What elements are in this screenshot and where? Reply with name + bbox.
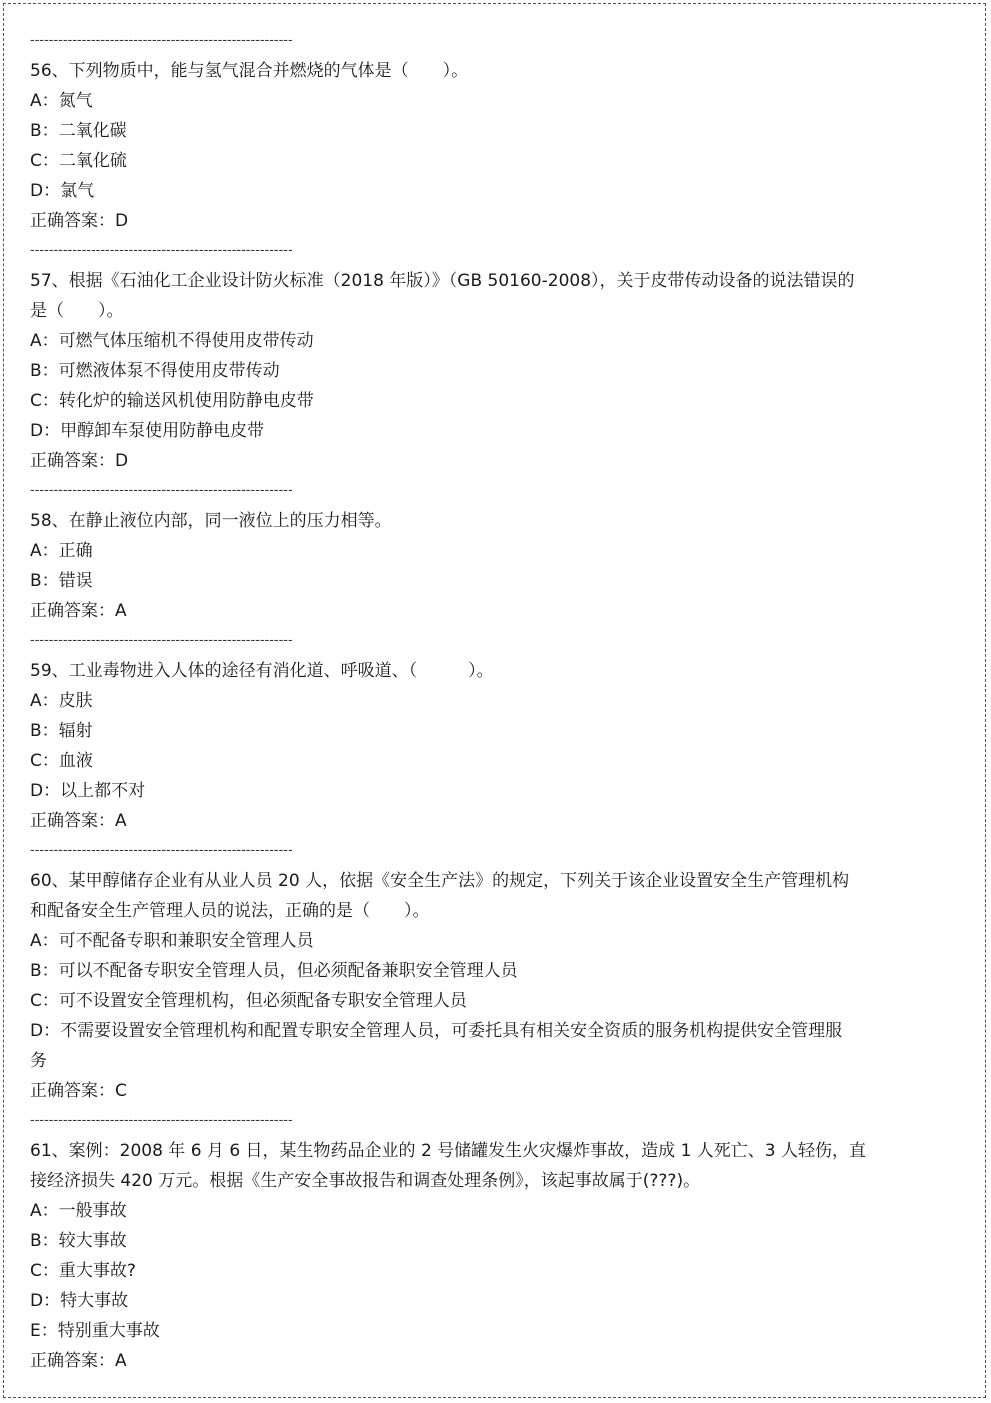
option-e: E：特别重大事故 [30, 1321, 160, 1341]
question-stem [30, 866, 890, 926]
answer-line: 正确答案：D [30, 211, 129, 231]
option-b: B：可燃液体泵不得使用皮带传动 [30, 361, 280, 381]
separator: -------------------------------------------------------- [30, 243, 293, 258]
question-59 [30, 656, 890, 836]
question-stem [30, 266, 890, 326]
separator: -------------------------------------------------------- [30, 843, 293, 858]
question-stem [30, 1136, 890, 1196]
separator: -------------------------------------------------------- [30, 1113, 293, 1128]
option-d: D：以上都不对 [30, 781, 146, 801]
question-56 [30, 56, 890, 236]
answer-line: 正确答案：A [30, 811, 127, 831]
stem-line: 61、案例：2008 年 6 月 6 日，某生物药品企业的 2 号储罐发生火灾爆炸事故，造成 1 人死亡、3 人轻伤，直 [30, 1141, 867, 1161]
option-c: C：可不设置安全管理机构，但必须配备专职安全管理人员 [30, 991, 467, 1011]
option-a: A：可燃气体压缩机不得使用皮带传动 [30, 331, 314, 351]
stem-line: 和配备安全生产管理人员的说法，正确的是（ ）。 [30, 901, 430, 921]
answer-line: 正确答案：A [30, 601, 127, 621]
question-stem [30, 506, 890, 536]
stem-line: 60、某甲醇储存企业有从业人员 20 人，依据《安全生产法》的规定，下列关于该企业设置安全生产管理机构 [30, 871, 850, 891]
option-d: D：氯气 [30, 181, 95, 201]
question-stem [30, 56, 890, 86]
option-c: C：血液 [30, 751, 93, 771]
stem-line: 是（ ）。 [30, 301, 124, 321]
option-b: B：较大事故 [30, 1231, 127, 1251]
stem-line: 接经济损失 420 万元。根据《生产安全事故报告和调查处理条例》，该起事故属于(???)。 [30, 1171, 701, 1191]
option-a: A：正确 [30, 541, 93, 561]
option-c: C：二氧化硫 [30, 151, 127, 171]
stem-line: 59、工业毒物进入人体的途径有消化道、呼吸道、（ ）。 [30, 661, 494, 681]
separator: -------------------------------------------------------- [30, 33, 293, 48]
separator: -------------------------------------------------------- [30, 633, 293, 648]
option-b: B：可以不配备专职安全管理人员，但必须配备兼职安全管理人员 [30, 961, 518, 981]
option-c: C：转化炉的输送风机使用防静电皮带 [30, 391, 314, 411]
option-b: B：辐射 [30, 721, 93, 741]
option-d: D：甲醇卸车泵使用防静电皮带 [30, 421, 265, 441]
option-a: A：皮肤 [30, 691, 93, 711]
stem-line: 58、在静止液位内部，同一液位上的压力相等。 [30, 511, 392, 531]
answer-line: 正确答案：A [30, 1351, 127, 1371]
option-a: A：氮气 [30, 91, 93, 111]
option-d: D：不需要设置安全管理机构和配置专职安全管理人员，可委托具有相关安全资质的服务机构提供安全管理服 [30, 1021, 843, 1041]
option-c: C：重大事故? [30, 1261, 136, 1281]
question-list [30, 26, 890, 1376]
stem-line: 57、根据《石油化工企业设计防火标准（2018 年版）》（GB 50160-2008），关于皮带传动设备的说法错误的 [30, 271, 855, 291]
option-d: D：特大事故 [30, 1291, 129, 1311]
stem-line: 56、下列物质中，能与氢气混合并燃烧的气体是（ ）。 [30, 61, 469, 81]
separator: -------------------------------------------------------- [30, 483, 293, 498]
question-57 [30, 266, 890, 476]
question-stem [30, 656, 890, 686]
option-a: A：可不配备专职和兼职安全管理人员 [30, 931, 314, 951]
option-b: B：二氧化碳 [30, 121, 127, 141]
question-61 [30, 1136, 890, 1376]
option-b: B：错误 [30, 571, 93, 591]
answer-line: 正确答案：C [30, 1081, 127, 1101]
option-a: A：一般事故 [30, 1201, 127, 1221]
question-58 [30, 506, 890, 626]
option-d-continued: 务 [30, 1051, 47, 1071]
answer-line: 正确答案：D [30, 451, 129, 471]
question-60 [30, 866, 890, 1106]
